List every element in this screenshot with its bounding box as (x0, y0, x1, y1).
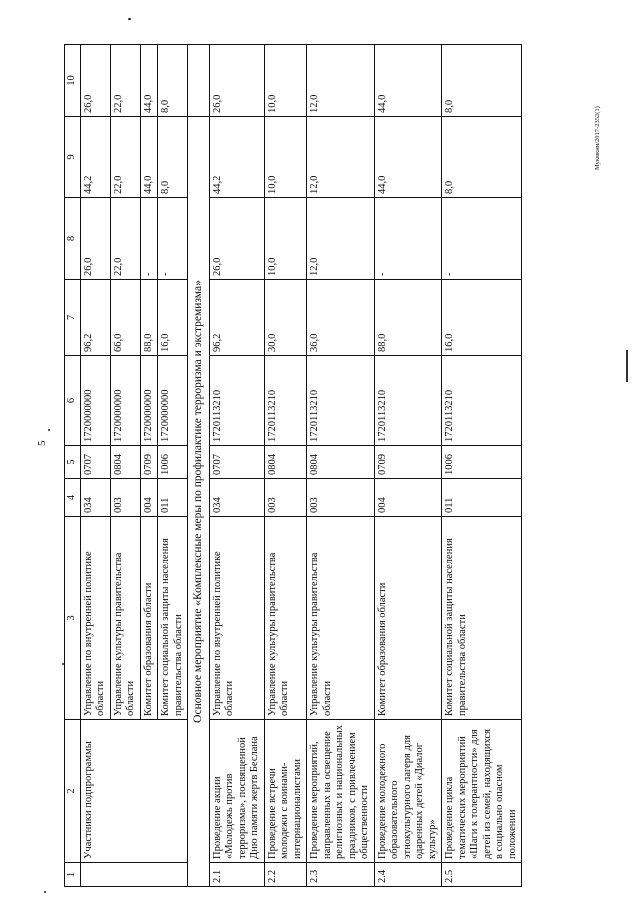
cell-year3: 10,0 (264, 45, 307, 117)
cell-code: 003 (110, 479, 140, 517)
cell-executor: Управление культуры правительства области (264, 517, 307, 720)
table-row (80, 45, 110, 887)
section-row (188, 45, 210, 887)
subprogram-table (64, 44, 522, 887)
table-row (307, 45, 375, 887)
cell-executor: Управление по внутренней политике области (209, 517, 264, 720)
cell-target: 1720113210 (374, 356, 442, 446)
scan-speck (48, 429, 50, 431)
cell-section: 0804 (264, 446, 307, 479)
cell-executor: Управление культуры правительства области (307, 517, 375, 720)
cell-year2: 12,0 (307, 117, 375, 198)
cell-year1: 22,0 (110, 198, 140, 280)
cell-code: 003 (307, 479, 375, 517)
cell-year3: 22,0 (110, 45, 140, 117)
cell-target: 1720000000 (140, 356, 158, 446)
header-cell: 6 (65, 356, 81, 446)
header-cell: 10 (65, 45, 81, 117)
header-cell: 1 (65, 863, 81, 887)
header-cell: 9 (65, 117, 81, 198)
cell-target: 1720000000 (80, 356, 110, 446)
header-cell: 2 (65, 720, 81, 863)
cell-code: 011 (442, 479, 522, 517)
empty-cell (188, 45, 210, 117)
cell-code: 011 (158, 479, 188, 517)
cell-year1: - (442, 198, 522, 280)
empty-cell (80, 863, 188, 887)
cell-total: 96,2 (80, 280, 110, 356)
cell-executor: Управление культуры правительства области (110, 517, 140, 720)
cell-year3: 12,0 (307, 45, 375, 117)
table-row (264, 45, 307, 887)
cell-year2: 44,0 (374, 117, 442, 198)
cell-total: 88,0 (140, 280, 158, 356)
cell-section: 1006 (442, 446, 522, 479)
cell-section: 0707 (209, 446, 264, 479)
cell-total: 16,0 (442, 280, 522, 356)
cell-year2: 44,0 (140, 117, 158, 198)
cell-executor: Комитет социальной защиты населения правительства области (442, 517, 522, 720)
scan-speck (44, 891, 46, 893)
cell-event: Проведение молодежного образовательного этнокультурного лагеря для одаренных детей «Диалог культур» (374, 720, 442, 863)
cell-total: 30,0 (264, 280, 307, 356)
page-number: 5 (36, 440, 48, 446)
cell-year1: - (140, 198, 158, 280)
cell-year2: 22,0 (110, 117, 140, 198)
cell-year3: 26,0 (80, 45, 110, 117)
scan-edge-mark (626, 350, 628, 382)
document-footer: Мукмкин/2017-2352(1) (594, 106, 601, 170)
cell-event: Проведение акции «Молодежь против терроризма», посвященной Дню памяти жертв Беслана (209, 720, 264, 863)
cell-section: 0707 (80, 446, 110, 479)
cell-event: Проведение встречи молодежи с воинами-интернационалистами (264, 720, 307, 863)
cell-target: 1720113210 (307, 356, 375, 446)
cell-code: 034 (80, 479, 110, 517)
cell-year1: 10,0 (264, 198, 307, 280)
table-row (374, 45, 442, 887)
cell-target: 1720113210 (264, 356, 307, 446)
cell-year1: - (158, 198, 188, 280)
cell-year1: 12,0 (307, 198, 375, 280)
cell-year2: 8,0 (442, 117, 522, 198)
participants-label: Участники подпрограммы (80, 720, 188, 863)
cell-year2: 44,2 (80, 117, 110, 198)
section-title: Основное мероприятие «Комплексные меры по профилактике терроризма и экстремизма» (188, 117, 210, 887)
cell-total: 66,0 (110, 280, 140, 356)
cell-code: 004 (140, 479, 158, 517)
cell-target: 1720113210 (209, 356, 264, 446)
cell-number: 2.5 (442, 863, 522, 887)
cell-code: 003 (264, 479, 307, 517)
cell-total: 96,2 (209, 280, 264, 356)
cell-section: 1006 (158, 446, 188, 479)
cell-executor: Комитет образования области (374, 517, 442, 720)
cell-target: 1720000000 (158, 356, 188, 446)
cell-executor: Управление по внутренней политике области (80, 517, 110, 720)
header-cell: 8 (65, 198, 81, 280)
cell-year3: 26,0 (209, 45, 264, 117)
header-cell: 3 (65, 517, 81, 720)
cell-year3: 8,0 (442, 45, 522, 117)
cell-year2: 10,0 (264, 117, 307, 198)
cell-section: 0804 (110, 446, 140, 479)
cell-year1: 26,0 (80, 198, 110, 280)
cell-year2: 8,0 (158, 117, 188, 198)
header-cell: 4 (65, 479, 81, 517)
cell-year1: - (374, 198, 442, 280)
cell-event: Проведение цикла тематических мероприятий «Шаги к толерантности» для детей из семей, находящихся в социально опасном положении (442, 720, 522, 863)
cell-executor: Комитет образования области (140, 517, 158, 720)
table-row (209, 45, 264, 887)
cell-section: 0709 (140, 446, 158, 479)
cell-code: 004 (374, 479, 442, 517)
table-header-row (65, 45, 81, 887)
cell-executor: Комитет социальной защиты населения правительства области (158, 517, 188, 720)
cell-year3: 44,0 (374, 45, 442, 117)
cell-total: 88,0 (374, 280, 442, 356)
cell-year3: 44,0 (140, 45, 158, 117)
cell-total: 36,0 (307, 280, 375, 356)
cell-number: 2.2 (264, 863, 307, 887)
header-cell: 5 (65, 446, 81, 479)
header-cell: 7 (65, 280, 81, 356)
cell-number: 2.4 (374, 863, 442, 887)
cell-number: 2.3 (307, 863, 375, 887)
cell-code: 034 (209, 479, 264, 517)
cell-year1: 26,0 (209, 198, 264, 280)
table-row (442, 45, 522, 887)
cell-number: 2.1 (209, 863, 264, 887)
cell-section: 0709 (374, 446, 442, 479)
scan-speck (128, 18, 131, 20)
rotated-table-sheet (64, 45, 582, 887)
cell-event: Проведение мероприятий, направленных на освещение религиозных и национальных праздников, с привлечением общественности (307, 720, 375, 863)
cell-target: 1720000000 (110, 356, 140, 446)
cell-year3: 8,0 (158, 45, 188, 117)
cell-total: 16,0 (158, 280, 188, 356)
cell-target: 1720113210 (442, 356, 522, 446)
cell-year2: 44,2 (209, 117, 264, 198)
cell-section: 0804 (307, 446, 375, 479)
